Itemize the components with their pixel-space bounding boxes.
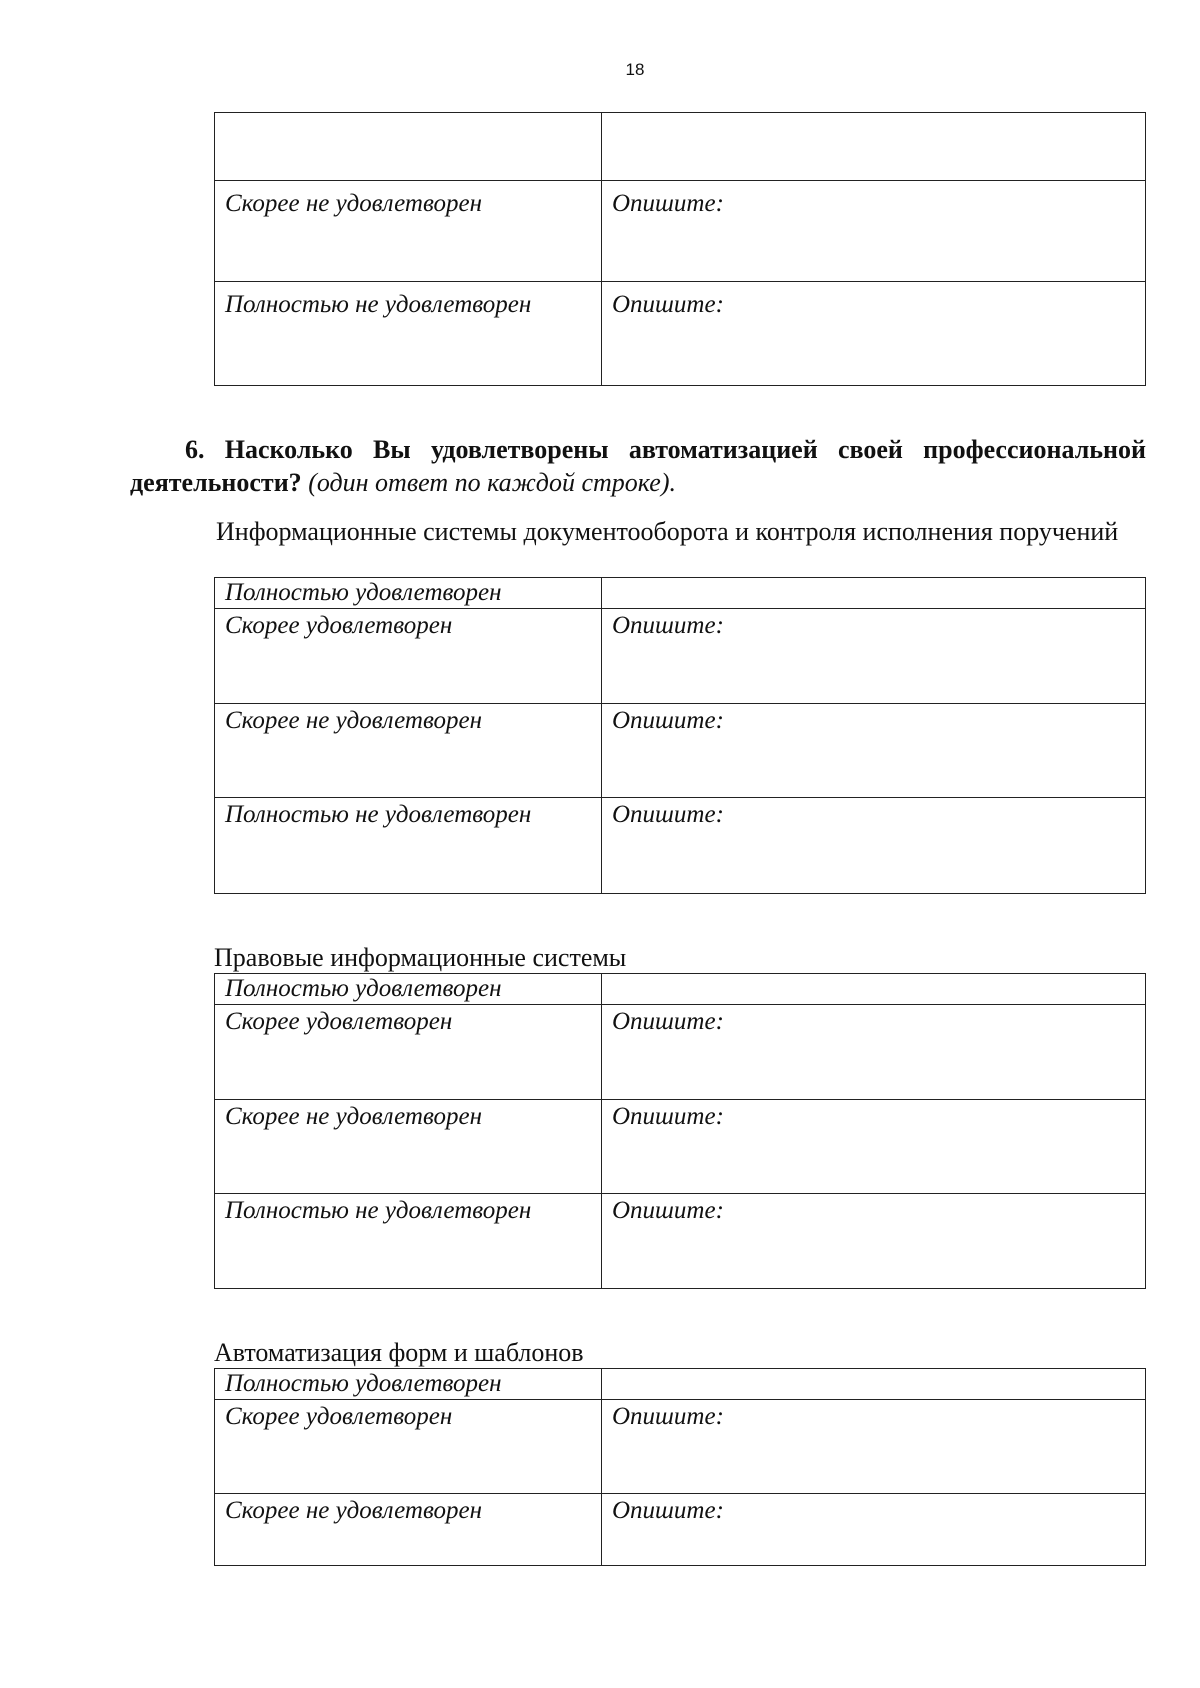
answer-option-cell: Полностью не удовлетворен <box>215 282 602 386</box>
question-6 <box>130 433 1146 499</box>
comment-field[interactable] <box>602 113 1146 181</box>
table-row <box>215 113 1146 181</box>
answer-option-cell[interactable]: Полностью не удовлетворен <box>215 798 602 894</box>
answer-option-cell <box>215 113 602 181</box>
answer-option-cell[interactable]: Полностью удовлетворен <box>215 578 602 609</box>
table-row <box>215 1194 1146 1289</box>
section-title: Правовые информационные системы <box>214 943 627 972</box>
question-text: 6. Насколько Вы удовлетворены автоматизацией своей профессиональной деятельности? <box>130 435 1146 497</box>
table-row <box>215 798 1146 894</box>
answer-option-cell[interactable]: Скорее не удовлетворен <box>215 1100 602 1194</box>
comment-field[interactable] <box>602 1369 1146 1400</box>
answer-option-cell[interactable]: Скорее удовлетворен <box>215 609 602 704</box>
page-number: 18 <box>625 60 645 79</box>
answer-option-cell[interactable]: Скорее удовлетворен <box>215 1005 602 1100</box>
answer-option-cell[interactable]: Полностью удовлетворен <box>215 974 602 1005</box>
comment-field[interactable]: Опишите: <box>602 1400 1146 1494</box>
answer-option-cell: Скорее не удовлетворен <box>215 181 602 282</box>
comment-field[interactable]: Опишите: <box>602 798 1146 894</box>
comment-field[interactable]: Опишите: <box>602 1194 1146 1289</box>
table-row <box>215 181 1146 282</box>
comment-field[interactable]: Опишите: <box>602 1005 1146 1100</box>
answer-option-cell[interactable]: Полностью не удовлетворен <box>215 1194 602 1289</box>
comment-field[interactable] <box>602 974 1146 1005</box>
comment-field[interactable]: Опишите: <box>602 704 1146 798</box>
satisfaction-table-legal-systems <box>214 973 1146 1289</box>
comment-field[interactable]: Опишите: <box>602 609 1146 704</box>
comment-field[interactable]: Опишите: <box>602 282 1146 386</box>
satisfaction-table-forms-templates <box>214 1368 1146 1566</box>
answer-option-cell[interactable]: Скорее не удовлетворен <box>215 1494 602 1566</box>
table-row <box>215 1494 1146 1566</box>
question-hint: (один ответ по каждой строке). <box>308 468 676 497</box>
continued-satisfaction-table <box>214 112 1146 386</box>
comment-field[interactable]: Опишите: <box>602 181 1146 282</box>
answer-option-cell[interactable]: Полностью удовлетворен <box>215 1369 602 1400</box>
table-row <box>215 704 1146 798</box>
answer-option-cell[interactable]: Скорее удовлетворен <box>215 1400 602 1494</box>
comment-field[interactable]: Опишите: <box>602 1494 1146 1566</box>
comment-field[interactable] <box>602 578 1146 609</box>
table-row <box>215 282 1146 386</box>
section-title: Информационные системы документооборота и контроля исполнения поручений <box>216 517 1119 546</box>
satisfaction-table-document-management <box>214 577 1146 894</box>
table-row <box>215 578 1146 609</box>
table-row <box>215 1100 1146 1194</box>
comment-field[interactable]: Опишите: <box>602 1100 1146 1194</box>
table-row <box>215 1005 1146 1100</box>
table-row <box>215 1400 1146 1494</box>
section-title: Автоматизация форм и шаблонов <box>214 1338 584 1367</box>
table-row <box>215 974 1146 1005</box>
table-row <box>215 609 1146 704</box>
table-row <box>215 1369 1146 1400</box>
answer-option-cell[interactable]: Скорее не удовлетворен <box>215 704 602 798</box>
